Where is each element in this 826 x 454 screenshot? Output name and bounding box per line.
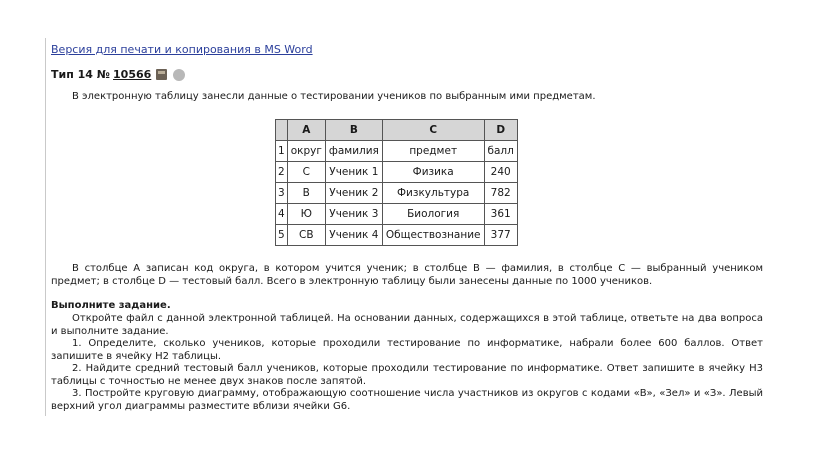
- left-divider: [45, 38, 46, 416]
- print-version-link[interactable]: Версия для печати и копирования в MS Word: [51, 43, 313, 56]
- header-cell-a: A: [287, 120, 325, 141]
- table-row: [276, 162, 518, 183]
- table-cell: балл: [484, 141, 517, 162]
- assignment-task-3: 3. Постройте круговую диаграмму, отображающую соотношение числа участников из округов с кодами «В», «Зел» и «З». Левый верхний угол диаграммы разместите вблизи ячейки G6.: [51, 388, 763, 412]
- task-header: [51, 68, 185, 81]
- table-cell: округ: [287, 141, 325, 162]
- assignment-paragraph: Откройте файл с данной электронной таблицей. На основании данных, содержащихся в этой таблице, ответьте на два вопроса и выполните задание.: [51, 313, 763, 337]
- assignment-question-1: 1. Определите, сколько учеников, которые проходили тестирование по информатике, набрали более 600 баллов. Ответ запишите в ячейку H2 таблицы.: [51, 338, 763, 362]
- table-cell: Ю: [287, 204, 325, 225]
- table-cell: СВ: [287, 225, 325, 246]
- header-cell-corner: [276, 120, 288, 141]
- task-intro: В электронную таблицу занесли данные о тестировании учеников по выбранным ими предметам.: [72, 91, 596, 102]
- header-cell-b: B: [325, 120, 382, 141]
- table-cell: Ученик 4: [325, 225, 382, 246]
- table-cell: Ученик 1: [325, 162, 382, 183]
- table-cell: Физкультура: [382, 183, 484, 204]
- status-circle-icon: [173, 69, 185, 81]
- column-description: В столбце A записан код округа, в котором учится ученик; в столбце B — фамилия, в столбце C — выбранный учеником предмет; в столбце D — тестовый балл. Всего в электронную таблицу были занесены данные по 1000 учеников.: [51, 263, 763, 287]
- table-row: [276, 141, 518, 162]
- table-row: [276, 225, 518, 246]
- table-cell: предмет: [382, 141, 484, 162]
- table-row: [276, 183, 518, 204]
- assignment-title: Выполните задание.: [51, 300, 171, 311]
- table-cell: Физика: [382, 162, 484, 183]
- assignment-question-2: 2. Найдите средний тестовый балл учеников, которые проходили тестирование по информатике. Ответ запишите в ячейку H3 таблицы с точностью не менее двух знаков после запятой.: [51, 363, 763, 387]
- table-cell: 361: [484, 204, 517, 225]
- table-cell: Обществознание: [382, 225, 484, 246]
- table-cell: В: [287, 183, 325, 204]
- table-cell: 377: [484, 225, 517, 246]
- row-number: 5: [276, 225, 288, 246]
- table-row: [276, 204, 518, 225]
- table-cell: фамилия: [325, 141, 382, 162]
- row-number: 2: [276, 162, 288, 183]
- row-number: 4: [276, 204, 288, 225]
- task-type-label: Тип 14 №: [51, 68, 111, 81]
- table-cell: 782: [484, 183, 517, 204]
- task-number-link[interactable]: 10566: [113, 68, 152, 81]
- table-cell: Ученик 2: [325, 183, 382, 204]
- video-solution-icon[interactable]: [156, 69, 167, 80]
- spreadsheet-table: [275, 119, 518, 246]
- table-cell: 240: [484, 162, 517, 183]
- table-cell: Ученик 3: [325, 204, 382, 225]
- header-cell-d: D: [484, 120, 517, 141]
- table-cell: С: [287, 162, 325, 183]
- table-cell: Биология: [382, 204, 484, 225]
- row-number: 3: [276, 183, 288, 204]
- table-header-row: [276, 120, 518, 141]
- header-cell-c: C: [382, 120, 484, 141]
- row-number: 1: [276, 141, 288, 162]
